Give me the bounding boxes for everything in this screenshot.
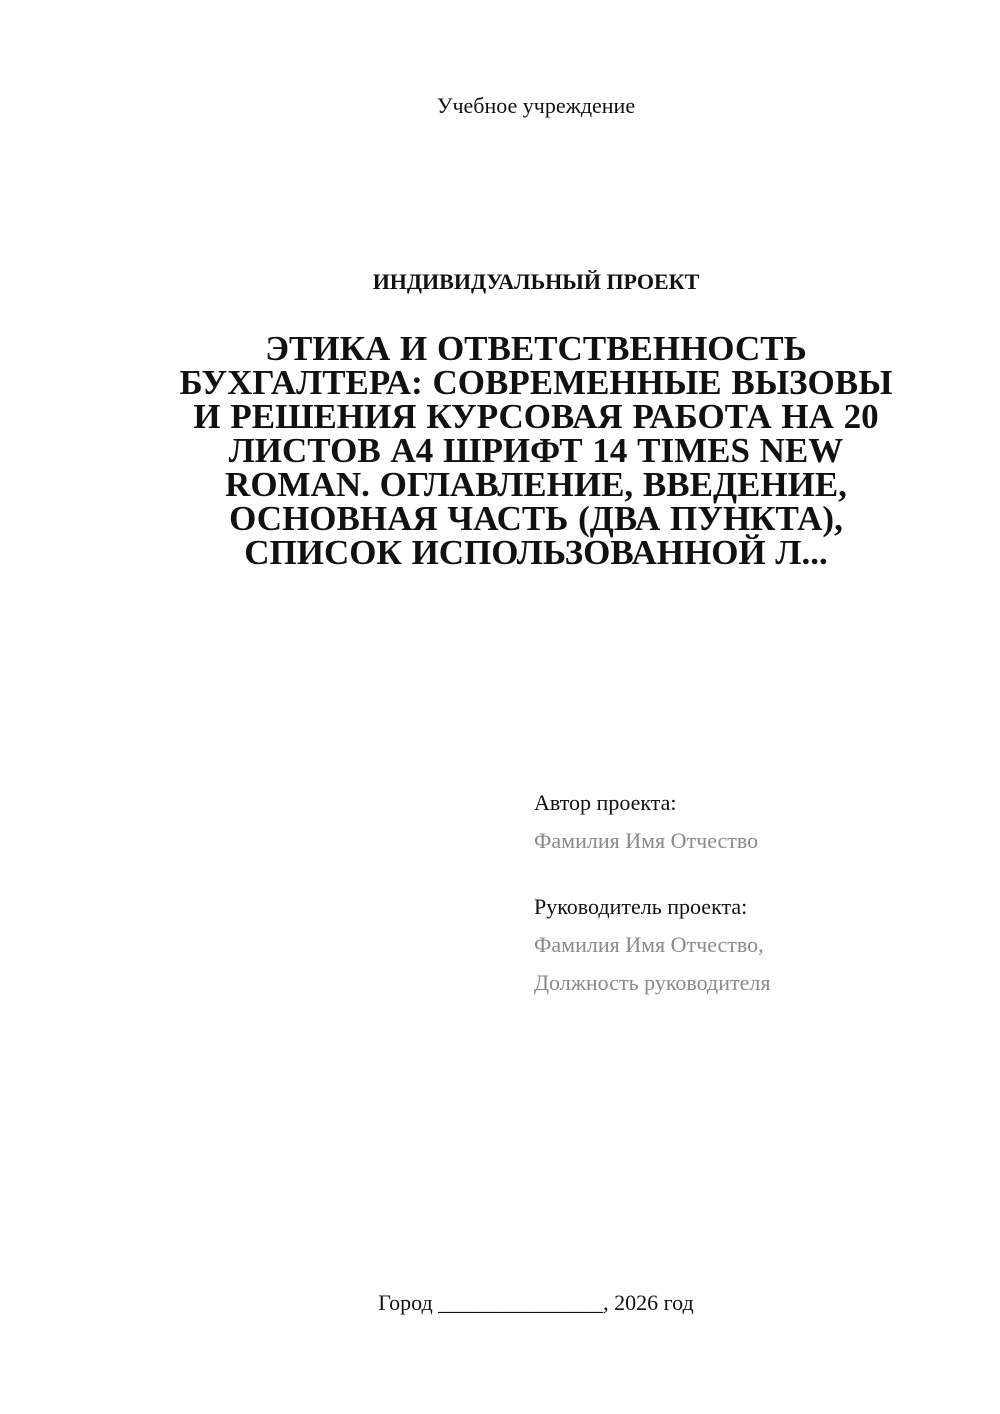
supervisor-name: Фамилия Имя Отчество, bbox=[534, 932, 764, 957]
supervisor-label: Руководитель проекта: bbox=[534, 894, 748, 919]
supervisor-block bbox=[534, 888, 770, 1002]
author-block bbox=[534, 784, 758, 860]
institution-name: Учебное учреждение bbox=[436, 93, 636, 118]
author-name: Фамилия Имя Отчество bbox=[534, 828, 759, 853]
author-label: Автор проекта: bbox=[534, 790, 677, 815]
city-year-footer: Город _______________, 2026 год bbox=[378, 1290, 694, 1315]
project-title: ЭТИКА И ОТВЕТСТВЕННОСТЬ БУХГАЛТЕРА: СОВРЕМЕННЫЕ ВЫЗОВЫ И РЕШЕНИЯ КУРСОВАЯ РАБОТА НА 20 ЛИСТОВ А4 ШРИФТ 14 TIMES NEW ROMAN. ОГЛАВЛЕНИЕ, ВВЕДЕНИЕ, ОСНОВНАЯ ЧАСТЬ (ДВА ПУНКТА), СПИСОК ИСПОЛЬЗОВАННОЙ Л... bbox=[179, 329, 893, 572]
supervisor-position: Должность руководителя bbox=[534, 970, 771, 995]
project-type-heading: ИНДИВИДУАЛЬНЫЙ ПРОЕКТ bbox=[372, 269, 700, 294]
